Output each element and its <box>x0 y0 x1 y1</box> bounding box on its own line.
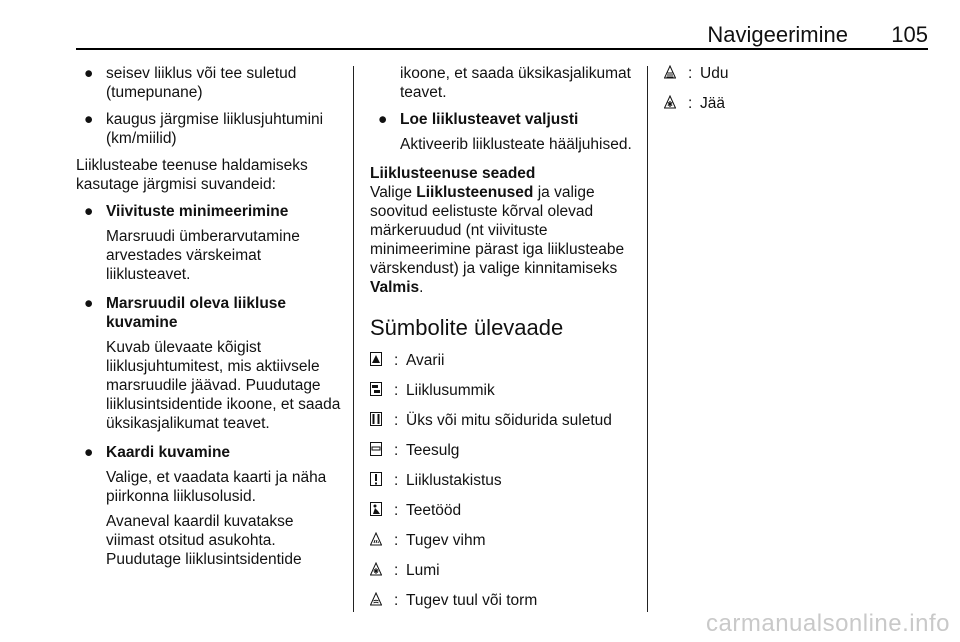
bullet: ● <box>378 111 388 128</box>
separator: : <box>394 472 399 489</box>
symbol-label: Üks või mitu sõidurida suletud <box>406 412 612 429</box>
bullet: ● <box>84 65 94 82</box>
separator: : <box>688 95 693 112</box>
column-divider-1 <box>353 66 354 612</box>
option-item <box>76 202 342 284</box>
option-description: Avaneval kaardil kuvatakse viimast otsitud asukohta. Puudutage liiklusintsidentide <box>106 513 302 568</box>
snow-icon <box>370 562 382 576</box>
symbol-label: Avarii <box>406 352 445 369</box>
menu-term: Liiklusteenused <box>416 184 534 201</box>
traffic-obstruction-icon <box>370 472 382 486</box>
chapter-title: Navigeerimine <box>707 22 848 47</box>
symbol-label: Lumi <box>406 562 440 579</box>
option-description: Valige, et vaadata kaarti ja näha piirkonna liiklusolusid. <box>106 469 327 505</box>
list-item <box>76 110 342 148</box>
section-title: Sümbolite ülevaade <box>370 315 564 340</box>
column-3 <box>664 64 934 124</box>
symbol-label: Tugev vihm <box>406 532 486 549</box>
separator: : <box>394 442 399 459</box>
settings-paragraph <box>370 183 638 297</box>
symbol-row <box>370 471 638 501</box>
list-item <box>76 64 342 102</box>
separator: : <box>394 502 399 519</box>
text-run: ja valige soovitud eelistuste kõrval olevad märkeruudud (nt viivituste minimeerimine pärast iga liiklusteabe värskendust) ja valige kinnitamiseks <box>370 184 625 277</box>
option-item <box>76 443 342 569</box>
strong-wind-icon <box>370 592 382 606</box>
column-1 <box>76 64 342 579</box>
page-number: 105 <box>891 22 928 47</box>
symbol-row <box>664 94 934 124</box>
symbol-label: Jää <box>700 95 725 112</box>
watermark: carmanualsonline.info <box>706 610 950 637</box>
heavy-rain-icon <box>370 532 382 546</box>
option-item <box>370 110 638 154</box>
option-name: Kaardi kuvamine <box>106 444 231 461</box>
symbol-row <box>370 531 638 561</box>
column-divider-2 <box>647 66 648 612</box>
separator: : <box>394 352 399 369</box>
menu-term: Valmis <box>370 279 420 296</box>
bullet: ● <box>84 111 94 128</box>
symbol-label: Liiklusummik <box>406 382 495 399</box>
option-description: Kuvab ülevaate kõigist liiklusjuhtumitest, mis aktiivsele marsruudile jäävad. Puudutage liiklusintsidentide ikoone, et saada üksikasjalikumat teavet. <box>106 339 341 432</box>
traffic-jam-icon <box>370 382 382 396</box>
separator: : <box>394 412 399 429</box>
bullet-text: seisev liiklus või tee suletud (tumepunane) <box>106 65 297 101</box>
bullet: ● <box>84 295 94 312</box>
intro-paragraph: Liiklusteabe teenuse haldamiseks kasutage järgmisi suvandeid: <box>76 157 308 193</box>
option-name: Marsruudil oleva liikluse kuvamine <box>106 295 287 331</box>
symbol-label: Udu <box>700 65 729 82</box>
symbol-label: Tugev tuul või torm <box>406 592 538 609</box>
page-header <box>76 22 928 48</box>
symbol-label: Teetööd <box>406 502 462 519</box>
symbol-row <box>370 591 638 621</box>
lanes-closed-icon <box>370 412 382 426</box>
option-description: Aktiveerib liiklusteate hääljuhised. <box>400 136 632 153</box>
continued-text: ikoone, et saada üksikasjalikumat teavet. <box>400 65 631 101</box>
fog-icon <box>664 65 676 79</box>
accident-icon <box>370 352 382 366</box>
text-run: . <box>419 279 424 296</box>
symbol-row <box>664 64 934 94</box>
symbol-row <box>370 411 638 441</box>
symbol-label: Teesulg <box>406 442 460 459</box>
road-closure-icon <box>370 442 382 456</box>
separator: : <box>394 532 399 549</box>
separator: : <box>688 65 693 82</box>
header-rule <box>76 48 928 50</box>
separator: : <box>394 592 399 609</box>
subsection-heading: Liiklusteenuse seaded <box>370 165 536 182</box>
separator: : <box>394 382 399 399</box>
symbol-label: Liiklustakistus <box>406 472 502 489</box>
option-item <box>76 294 342 433</box>
symbol-row <box>370 351 638 381</box>
symbol-row <box>370 381 638 411</box>
separator: : <box>394 562 399 579</box>
symbol-row <box>370 501 638 531</box>
bullet-text: kaugus järgmise liiklusjuhtumini (km/miilid) <box>106 111 324 147</box>
bullet: ● <box>84 203 94 220</box>
symbol-row <box>370 561 638 591</box>
text-run: Valige <box>370 184 417 201</box>
option-name: Loe liiklusteavet valjusti <box>400 111 579 128</box>
column-2 <box>370 64 638 621</box>
symbol-row <box>370 441 638 471</box>
ice-icon <box>664 95 676 109</box>
roadworks-icon <box>370 502 382 516</box>
option-description: Marsruudi ümberarvutamine arvestades värskeimat liiklusteavet. <box>106 228 300 283</box>
bullet: ● <box>84 444 94 461</box>
option-name: Viivituste minimeerimine <box>106 203 289 220</box>
